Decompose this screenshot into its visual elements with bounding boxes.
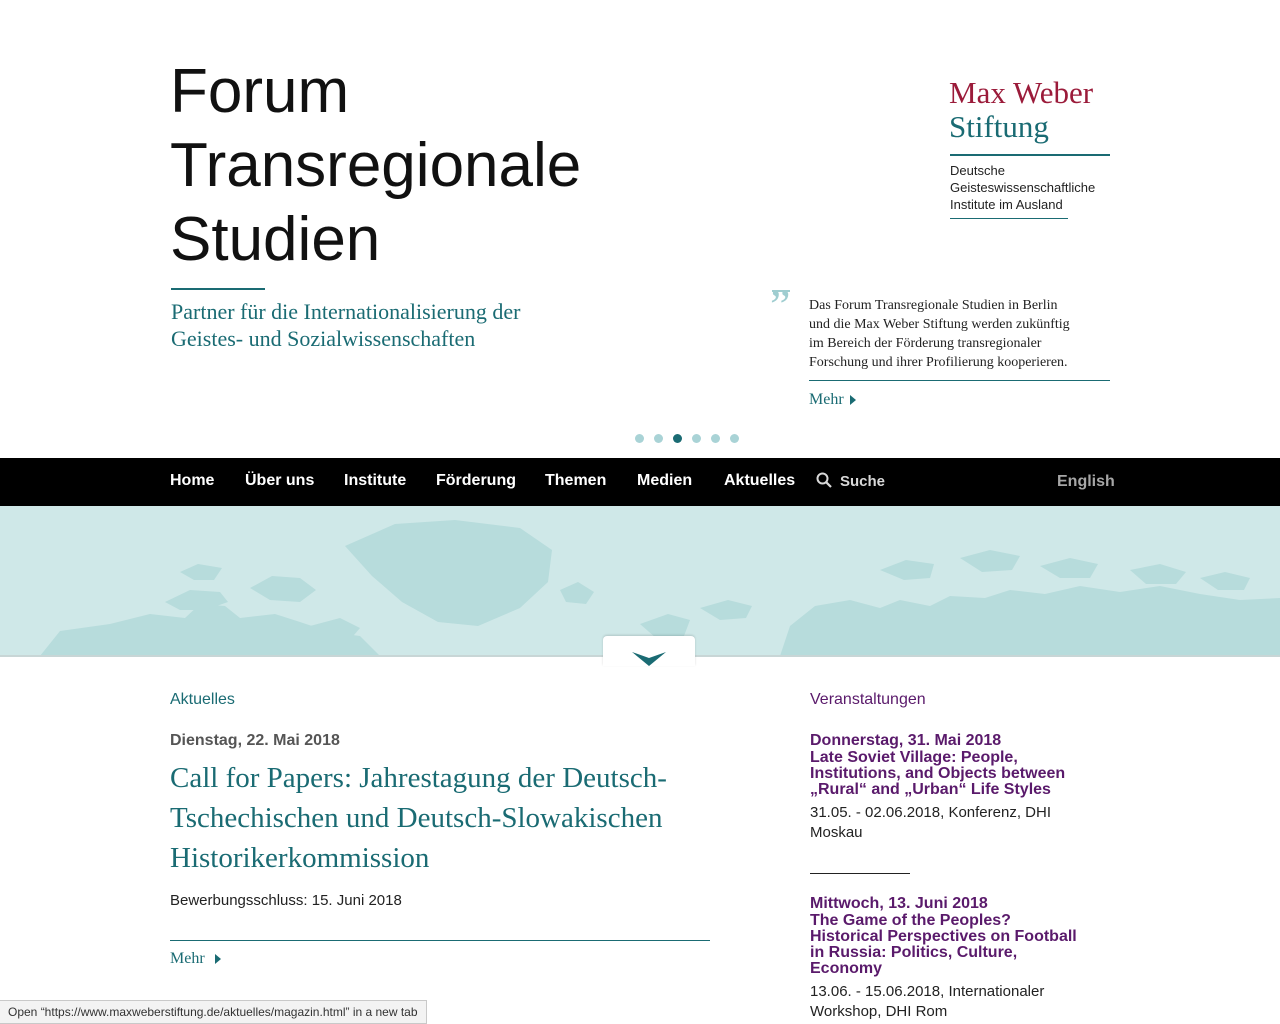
quote-icon: ” bbox=[770, 280, 791, 331]
news-more-label: Mehr bbox=[170, 950, 205, 967]
event-date: Donnerstag, 31. Mai 2018 bbox=[810, 732, 1002, 749]
chevron-down-icon[interactable] bbox=[632, 652, 666, 668]
quote-more-label: Mehr bbox=[809, 391, 844, 408]
slider-dot-5[interactable] bbox=[711, 434, 720, 443]
slider-dot-4[interactable] bbox=[692, 434, 701, 443]
quote-line: und die Max Weber Stiftung werden zukünftig bbox=[809, 317, 1070, 332]
site-title[interactable] bbox=[170, 55, 581, 277]
slider-dot-1[interactable] bbox=[635, 434, 644, 443]
nav-item-ueber-uns[interactable]: Über uns bbox=[245, 472, 315, 489]
nav-item-aktuelles[interactable]: Aktuelles bbox=[724, 472, 796, 489]
slider-dot-2[interactable] bbox=[654, 434, 663, 443]
slider-dot-3[interactable] bbox=[673, 434, 682, 443]
world-map-graphic bbox=[0, 506, 1280, 656]
browser-status-bar: Open “https://www.maxweberstiftung.de/aktuelles/magazin.html” in a new tab bbox=[0, 1000, 427, 1024]
nav-item-foerderung[interactable]: Förderung bbox=[436, 472, 516, 489]
main-navigation bbox=[0, 458, 1280, 506]
site-title-line: Transregionale bbox=[170, 131, 582, 200]
quote-line: Forschung und ihrer Profilierung kooperieren. bbox=[809, 355, 1068, 370]
news-title-line: Call for Papers: Jahrestagung der Deutsch- bbox=[170, 762, 667, 794]
quote-divider bbox=[809, 380, 1110, 381]
quote-text bbox=[809, 296, 1109, 372]
event-meta bbox=[810, 803, 1110, 843]
nav-item-institute[interactable]: Institute bbox=[344, 472, 407, 489]
logo-description-line: Institute im Ausland bbox=[950, 197, 1063, 212]
world-map-banner bbox=[0, 506, 1280, 656]
event-title-link[interactable] bbox=[810, 750, 1110, 798]
logo-wordmark-line1: Max Weber bbox=[949, 75, 1094, 110]
event-title-line: Late Soviet Village: People, bbox=[810, 749, 1018, 766]
news-more-link[interactable] bbox=[170, 950, 221, 968]
event-item bbox=[810, 894, 1110, 1022]
event-title-line: Economy bbox=[810, 960, 883, 977]
events-section-heading: Veranstaltungen bbox=[810, 691, 926, 708]
nav-item-themen[interactable]: Themen bbox=[545, 472, 607, 489]
event-meta-line: 13.06. - 15.06.2018, Internationaler bbox=[810, 983, 1045, 1000]
event-meta bbox=[810, 982, 1110, 1022]
quote-line: im Bereich der Förderung transregionaler bbox=[809, 336, 1042, 351]
events-divider bbox=[810, 873, 910, 874]
news-title-line: Historikerkommission bbox=[170, 842, 430, 874]
site-title-line: Studien bbox=[170, 205, 381, 274]
event-date: Mittwoch, 13. Juni 2018 bbox=[810, 895, 988, 912]
quote-line: Das Forum Transregionale Studien in Berlin bbox=[809, 298, 1058, 313]
news-deadline: Bewerbungsschluss: 15. Juni 2018 bbox=[170, 892, 402, 909]
event-meta-line: 31.05. - 02.06.2018, Konferenz, DHI bbox=[810, 804, 1051, 821]
event-title-line: The Game of the Peoples? bbox=[810, 912, 1011, 929]
logo-wordmark-line2: Stiftung bbox=[949, 109, 1049, 144]
news-divider bbox=[170, 940, 710, 941]
logo-description-line: Deutsche bbox=[950, 163, 1005, 178]
nav-item-medien[interactable]: Medien bbox=[637, 472, 693, 489]
nav-item-home[interactable]: Home bbox=[170, 472, 215, 489]
chevron-right-icon bbox=[215, 954, 221, 964]
news-section-heading: Aktuelles bbox=[170, 691, 235, 708]
event-meta-line: Workshop, DHI Rom bbox=[810, 1003, 948, 1020]
event-title-line: Historical Perspectives on Football bbox=[810, 928, 1077, 945]
news-date: Dienstag, 22. Mai 2018 bbox=[170, 732, 340, 749]
logo-divider-bottom bbox=[950, 218, 1068, 219]
logo-description-line: Geisteswissenschaftliche bbox=[950, 180, 1096, 195]
tagline-line: Partner für die Internationalisierung der bbox=[171, 299, 521, 324]
chevron-right-icon bbox=[850, 395, 856, 405]
title-divider bbox=[171, 288, 265, 290]
tagline-line: Geistes- und Sozialwissenschaften bbox=[171, 326, 476, 351]
event-title-line: Institutions, and Objects between bbox=[810, 765, 1066, 782]
news-title-link[interactable] bbox=[170, 758, 710, 878]
event-meta-line: Moskau bbox=[810, 824, 863, 841]
event-title-line: „Rural“ and „Urban“ Life Styles bbox=[810, 781, 1051, 798]
quote-more-link[interactable] bbox=[809, 391, 856, 409]
event-item bbox=[810, 731, 1110, 843]
event-title-link[interactable] bbox=[810, 913, 1110, 977]
slider-dot-6[interactable] bbox=[730, 434, 739, 443]
logo-divider bbox=[950, 154, 1110, 156]
search-icon[interactable] bbox=[816, 472, 832, 488]
event-title-line: in Russia: Politics, Culture, bbox=[810, 944, 1018, 961]
site-title-line: Forum bbox=[170, 57, 350, 126]
site-tagline bbox=[171, 298, 611, 352]
news-title-line: Tschechischen und Deutsch-Slowakischen bbox=[170, 802, 663, 834]
logo-description bbox=[950, 162, 1095, 213]
language-switch-english[interactable]: English bbox=[1057, 473, 1115, 490]
slider-pagination bbox=[635, 434, 739, 443]
search-input[interactable]: Suche bbox=[840, 473, 886, 490]
